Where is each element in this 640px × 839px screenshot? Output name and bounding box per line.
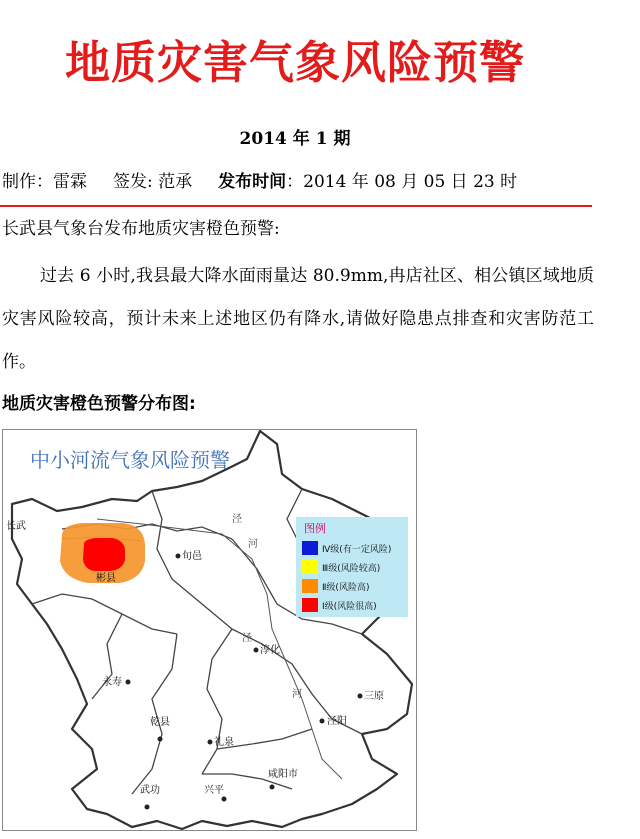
marker-wugong	[145, 805, 150, 810]
place-xianyang: 咸阳市	[268, 769, 298, 780]
legend-label: Ⅱ级(风险高)	[322, 583, 370, 593]
meta-line	[2, 167, 517, 192]
place-chunhua: 淳化	[260, 645, 280, 656]
place-jingyang: 泾阳	[327, 716, 347, 727]
legend-label: Ⅰ级(风险很高)	[322, 602, 377, 612]
signer-label: 签发:	[113, 172, 159, 192]
legend-swatch	[302, 541, 318, 555]
legend-label: Ⅳ级(有一定风险)	[322, 545, 392, 555]
place-sanyuan: 三原	[364, 691, 384, 702]
map-legend	[296, 517, 408, 617]
legend-swatch	[302, 560, 318, 574]
marker-yongshou	[126, 680, 131, 685]
legend-swatch	[302, 579, 318, 593]
issue-number: 2014 年 1 期	[239, 129, 351, 149]
legend-label: Ⅲ级(风险较高)	[322, 564, 381, 574]
red-warning-area	[83, 538, 125, 571]
release-time-label: 发布时间	[218, 172, 287, 192]
marker-jingyang	[320, 719, 325, 724]
marker-xunyi	[176, 554, 181, 559]
river-label-jing1: 泾	[232, 514, 242, 525]
legend-swatch	[302, 598, 318, 612]
author-label: 制作：	[2, 172, 53, 192]
river-label-he1: 河	[248, 539, 258, 550]
place-xunyi: 旬邑	[182, 551, 202, 562]
lead-line: 长武县气象台发布地质灾害橙色预警:	[2, 219, 280, 239]
river-label-jing2: 泾	[242, 633, 252, 644]
river-label-he2: 河	[292, 689, 302, 700]
place-qianxian: 乾县	[150, 717, 170, 728]
red-divider	[0, 205, 592, 207]
place-changwu: 长武	[6, 521, 26, 532]
place-yongshou: 永寿	[102, 677, 122, 688]
place-liquan: 礼泉	[214, 737, 234, 748]
place-binxian: 彬县	[96, 573, 116, 584]
marker-liquan	[208, 740, 213, 745]
marker-sanyuan	[358, 694, 363, 699]
signer-name: 范承	[158, 172, 193, 192]
marker-chunhua	[254, 648, 259, 653]
marker-xianyang	[270, 785, 275, 790]
marker-qianxian	[158, 737, 163, 742]
author-name: 雷霖	[53, 172, 87, 192]
marker-xingping	[222, 797, 227, 802]
warning-map	[2, 429, 417, 831]
place-wugong: 武功	[140, 785, 160, 796]
release-time-value: ：2014 年 08 月 05 日 23 时	[286, 172, 518, 192]
map-heading: 地质灾害橙色预警分布图:	[2, 394, 196, 414]
place-xingping: 兴平	[204, 785, 224, 796]
bulletin-title: 地质灾害气象风险预警	[64, 36, 525, 89]
warning-paragraph: 过去 6 小时,我县最大降水面雨量达 80.9mm,冉店社区、相公镇区域地质灾害风险较高，预计未来上述地区仍有降水,请做好隐患点排查和灾害防范工作。	[2, 266, 594, 372]
legend-title: 图例	[304, 522, 326, 535]
map-title: 中小河流气象风险预警	[30, 448, 230, 472]
